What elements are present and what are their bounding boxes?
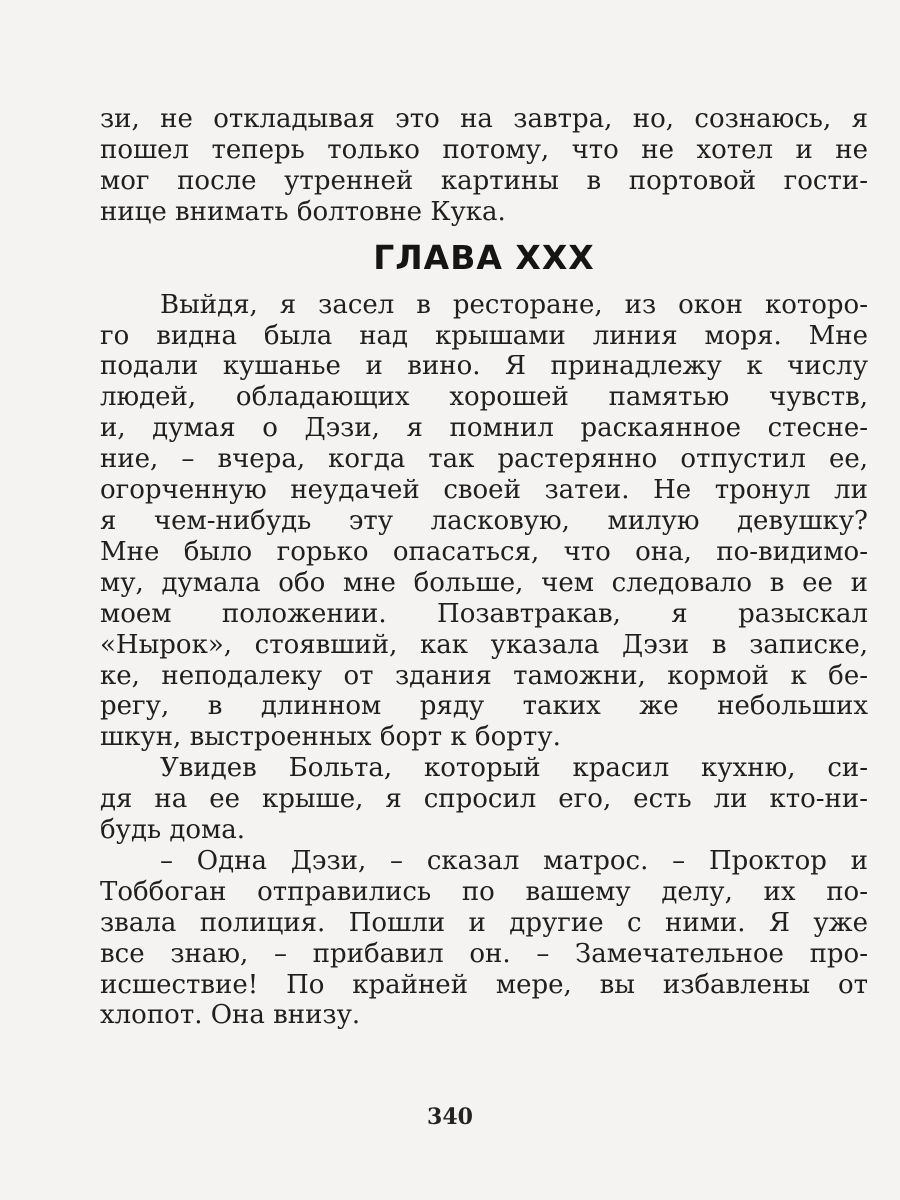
text-line: звала полиция. Пошли и другие с ними. Я уже <box>100 907 868 938</box>
paragraph-1 <box>100 290 868 754</box>
text-line: хлопот. Она внизу. <box>100 1000 361 1031</box>
text-line: моем положении. Позавтракав, я разыскал <box>100 598 868 629</box>
text-line: и, думая о Дэзи, я помнил раскаянное стесне- <box>100 413 868 444</box>
text-line: му, думала обо мне больше, чем следовало в ее и <box>100 567 868 598</box>
text-line: – Одна Дэзи, – сказал матрос. – Проктор и <box>160 845 868 876</box>
text-line: я чем-нибудь эту ласковую, милую девушку? <box>100 505 868 536</box>
text-line: зи, не откладывая это на завтра, но, сознаюсь, я <box>100 104 868 134</box>
text-line: го видна была над крышами линия моря. Мне <box>100 320 868 351</box>
paragraph-3 <box>100 846 868 1031</box>
text-line: дя на ее крыше, я спросил его, есть ли кто-ни- <box>100 784 868 815</box>
text-block <box>100 104 868 1031</box>
text-line: все знаю, – прибавил он. – Замечательное про- <box>100 938 868 969</box>
text-line: ние, – вчера, когда так растерянно отпустил ее, <box>100 444 868 475</box>
chapter-title: ГЛАВА XXX <box>373 237 595 277</box>
top-paragraph <box>100 104 868 228</box>
text-line: пошел теперь только потому, что не хотел и не <box>100 134 868 165</box>
text-line: Увидев Больта, который красил кухню, си- <box>160 753 868 784</box>
text-line: Мне было горько опасаться, что она, по-видимо- <box>100 536 868 567</box>
text-line: мог после утренней картины в портовой гости- <box>100 165 868 196</box>
paragraph-2 <box>100 753 868 846</box>
text-line: Тоббоган отправились по вашему делу, их по- <box>100 876 868 907</box>
text-line: ке, неподалеку от здания таможни, кормой к бе- <box>100 660 868 691</box>
text-line: нице внимать болтовне Кука. <box>100 196 506 227</box>
text-line: «Нырок», стоявший, как указала Дэзи в записке, <box>100 629 868 660</box>
text-line: огорченную неудачей своей затеи. Не тронул ли <box>100 475 868 506</box>
text-line: подали кушанье и вино. Я принадлежу к числу <box>100 351 868 382</box>
page-number: 340 <box>427 1104 473 1130</box>
text-line: регу, в длинном ряду таких же небольших <box>100 691 868 722</box>
text-line: шкун, выстроенных борт к борту. <box>100 722 561 753</box>
text-line: будь дома. <box>100 815 246 846</box>
text-line: исшествие! По крайней мере, вы избавлены от <box>100 969 868 1000</box>
text-line: Выйдя, я засел в ресторане, из окон которо- <box>160 289 868 320</box>
text-line: людей, обладающих хорошей памятью чувств, <box>100 382 868 413</box>
